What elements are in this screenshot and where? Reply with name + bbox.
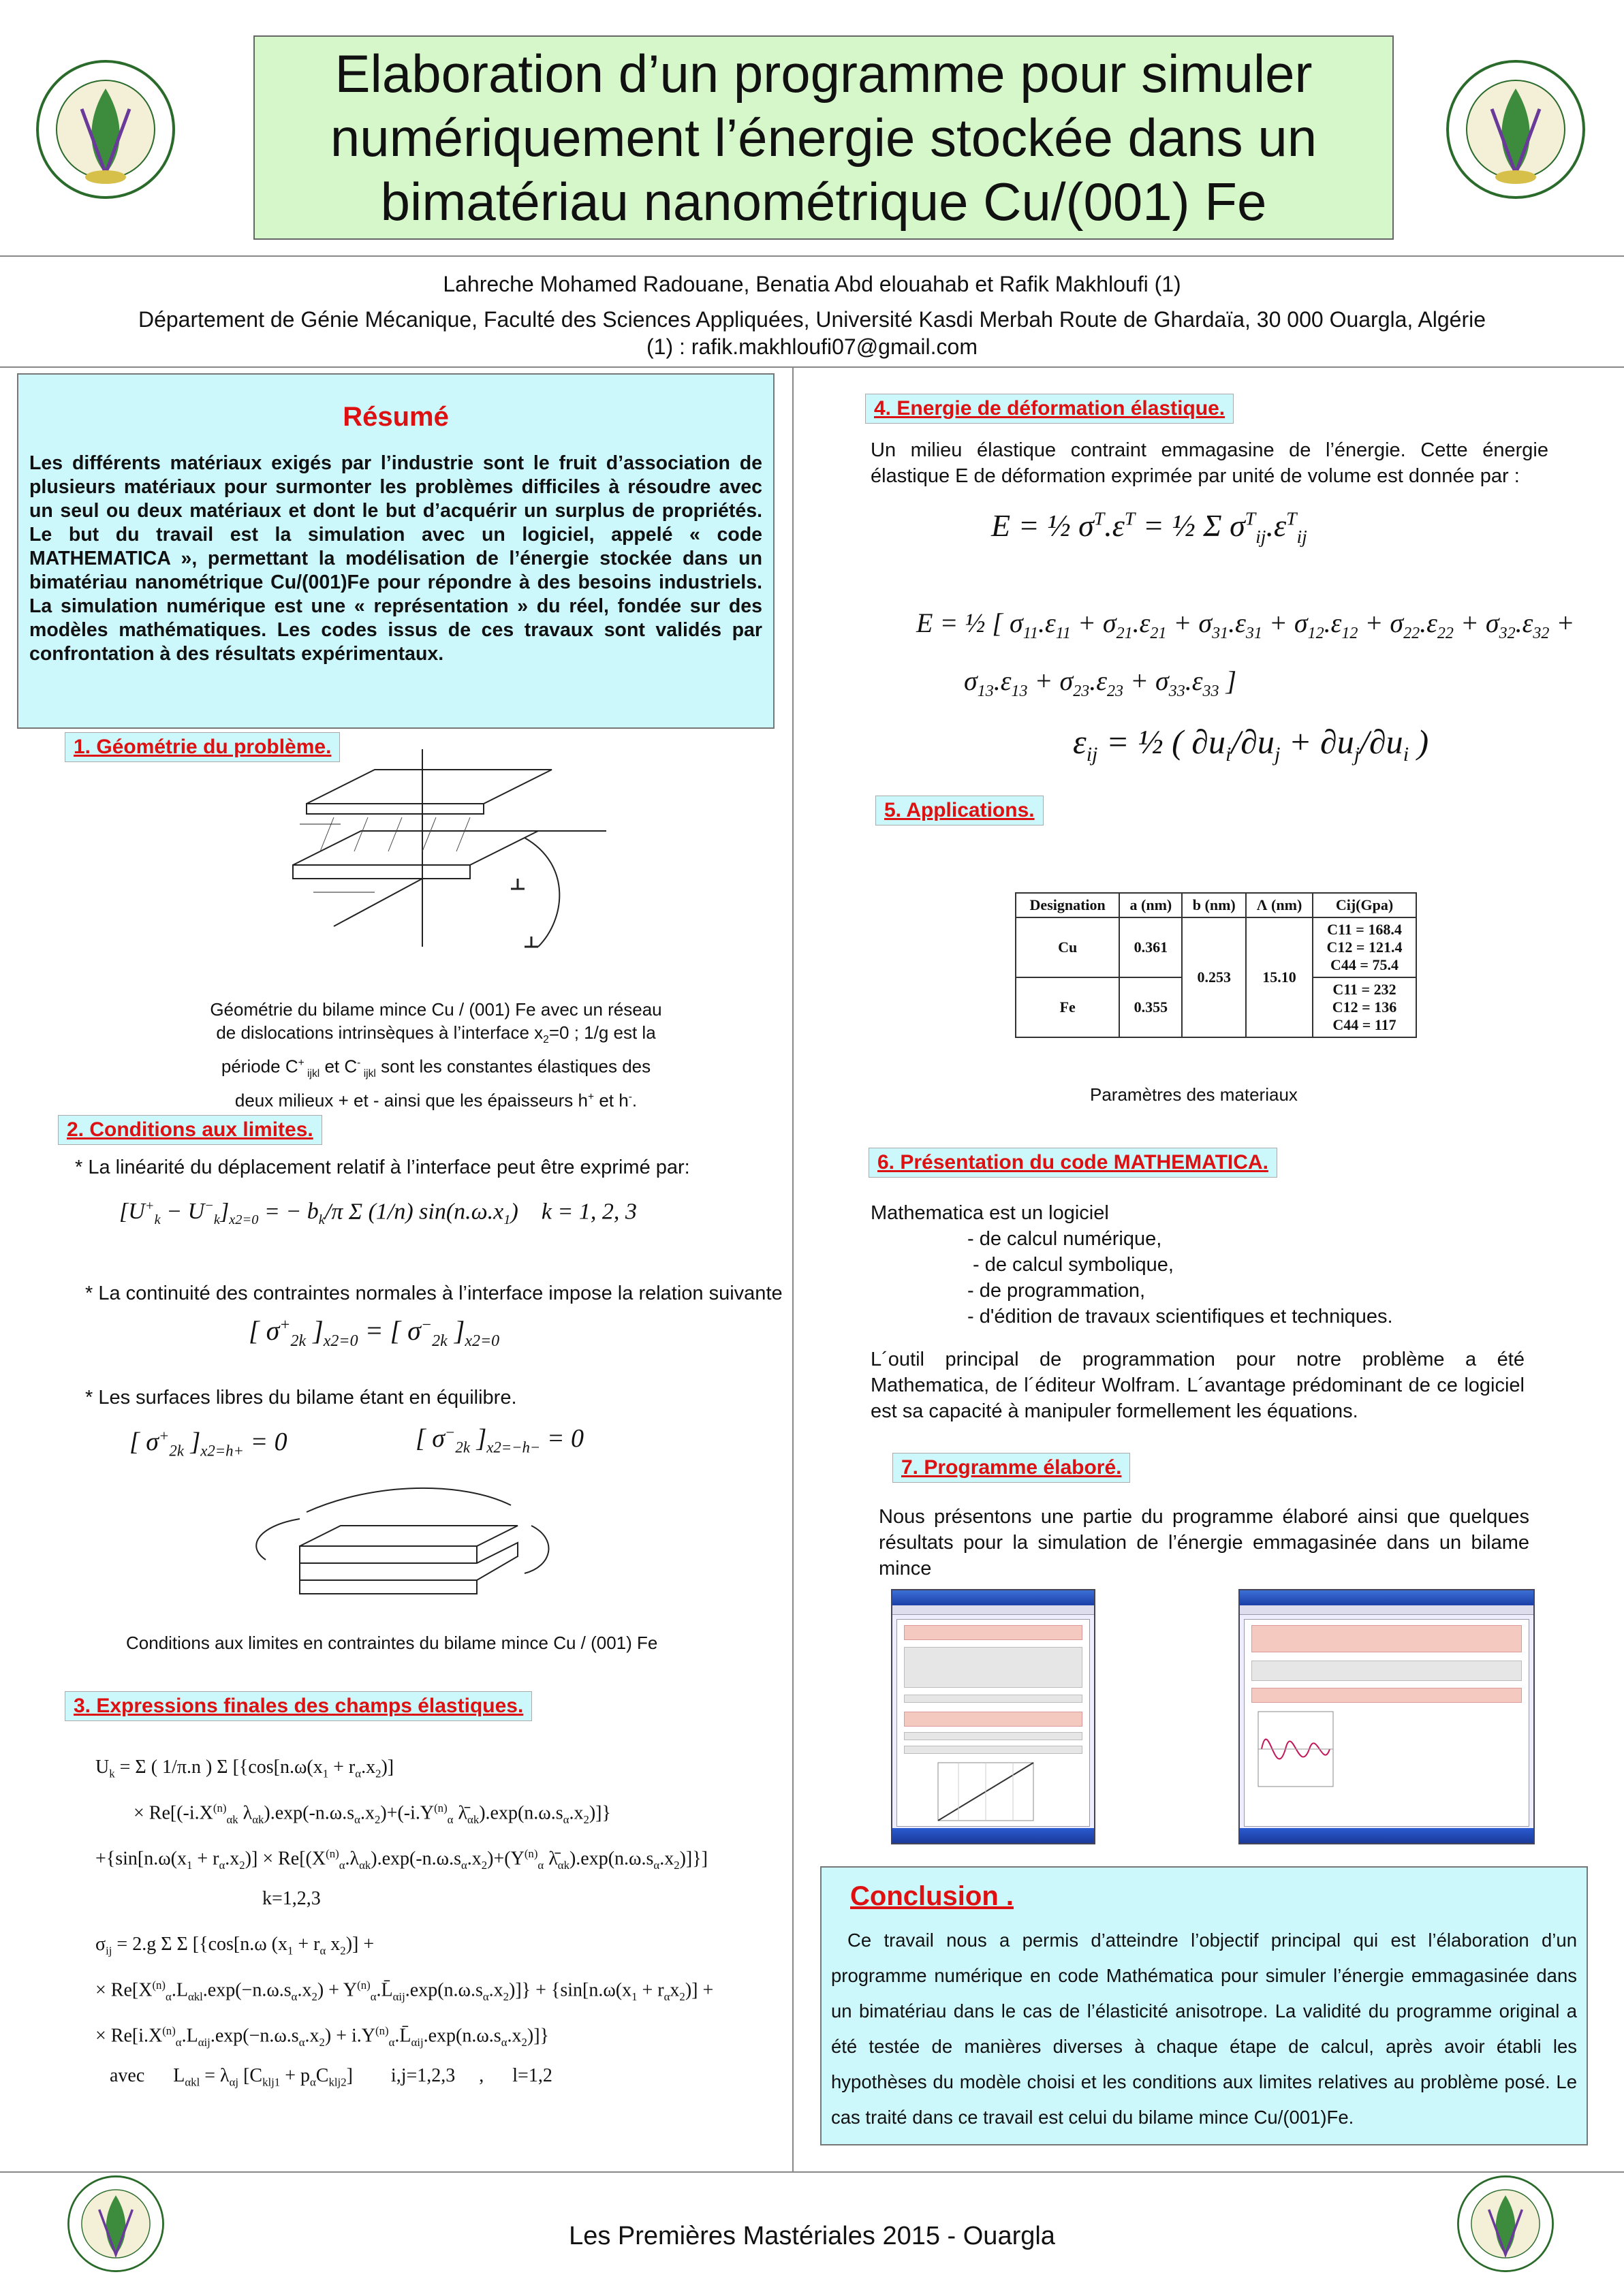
caption-part-8: et h — [594, 1090, 629, 1111]
divider-footer — [0, 2171, 1624, 2173]
section-4-heading: 4. Energie de déformation élastique. — [865, 394, 1234, 424]
cij-cu-c11: C11 = 168.4 — [1327, 921, 1402, 938]
taskbar — [892, 1828, 1094, 1843]
conclusion-text: Ce travail nous a permis d’atteindre l’objectif principal qui est l’élaboration d’un programme numérique en code Mathématica pour simuler l’énergie emmagasinée dans un bimatériau dans le cas de l’élasticité anisotrope. La validité du programme original a été testée de manières diverses à chaque étape de calcul, après avoir établi les hypothèses du modèle choisi et les conditions aux limites relatives au problème posé. Le cas traité dans ce travail est celui du bilame mince Cu/(001)Fe. — [831, 1930, 1577, 2128]
equation-displacement: $[U^+_k - U^-_k]_{x2=0}$ = − $b_k/\pi$ Σ (1/n) $\sin(n.\omega.x_1)$ k = 1, 2, 3 — [119, 1199, 637, 1228]
caption-line-1: Géométrie du bilame mince Cu / (001) Fe avec un réseau — [210, 999, 662, 1020]
notebook-cell — [904, 1647, 1082, 1688]
s6-item-2: - de calcul symbolique, — [973, 1254, 1174, 1276]
table-caption: Paramètres des materiaux — [1090, 1084, 1298, 1105]
s2-line-2: * La continuité des contraintes normales à l’interface impose la relation suivante — [85, 1283, 783, 1304]
equation-energy-2: E = ½ [ $\sigma_{11}.\varepsilon_{11} + \sigma_{21}.\varepsilon_{21} + \sigma_{31}.\varepsilon_{31} + \sigma_{12}.\varepsilon_{12} + \sigma_{22}.\varepsilon_{22} + \sigma_{32}.\varepsilon_{32}$ + $\sigma_{13}.\varepsilon_{13} + \sigma_{23}.\varepsilon_{23} + \sigma_{33}.\varepsilon_{33}$ ] — [916, 608, 1575, 700]
plot-graph — [931, 1759, 1040, 1827]
th-b: b (nm) — [1182, 893, 1246, 917]
university-logo-top-right — [1437, 48, 1594, 211]
mathematica-screenshot-2 — [1238, 1589, 1535, 1844]
boundary-caption: Conditions aux limites en contraintes du bilame mince Cu / (001) Fe — [126, 1633, 658, 1653]
equation-continuity: [ $\sigma^+_{2k}$ ]$_{x2=0}$ = [ $\sigma^-_{2k}$ ]$_{x2=0}$ — [249, 1315, 500, 1350]
cij-fe-c44: C44 = 117 — [1332, 1016, 1396, 1033]
s6-item-3: - de programmation, — [967, 1280, 1146, 1302]
resume-box — [17, 373, 775, 729]
th-designation: Designation — [1016, 893, 1119, 917]
cij-fe-c12: C12 = 136 — [1332, 998, 1397, 1016]
notebook-cell — [1251, 1661, 1522, 1681]
poster-title: Elaboration d’un programme pour simuler numériquement l’énergie stockée dans un bimatériau nanométrique Cu/(001) Fe — [330, 44, 1317, 232]
notebook-body — [1244, 1619, 1529, 1827]
taskbar — [1240, 1828, 1533, 1843]
cell-a-cu: 0.361 — [1119, 917, 1182, 977]
section-6-heading: 6. Présentation du code MATHEMATICA. — [869, 1148, 1277, 1178]
cij-fe-c11: C11 = 232 — [1332, 981, 1396, 998]
conclusion-heading: Conclusion . — [850, 1881, 1014, 1911]
cell-name-fe: Fe — [1016, 977, 1119, 1037]
affiliation: Département de Génie Mécanique, Faculté des Sciences Appliquées, Université Kasdi Merbah Route de Ghardaïa, 30 000 Ouargla, Algérie — [138, 307, 1486, 332]
divider-header — [0, 366, 1624, 368]
notebook-cell — [1251, 1688, 1522, 1703]
notebook-cell — [904, 1625, 1082, 1640]
email: (1) : rafik.makhloufi07@gmail.com — [646, 334, 978, 359]
equation-energy-1: E = ½ $\sigma^T.\varepsilon^T$ = ½ Σ $\sigma^T_{ij}.\varepsilon^T_{ij}$ — [991, 507, 1307, 548]
geometry-figure — [252, 742, 661, 988]
cell-b: 0.253 — [1182, 917, 1246, 1037]
th-lambda: Λ (nm) — [1246, 893, 1313, 917]
footer: Les Premières Mastériales 2015 - Ouargla — [569, 2222, 1055, 2250]
resume-heading: Résumé — [343, 402, 449, 432]
window-titlebar — [892, 1590, 1094, 1605]
section-7-heading: 7. Programme élaboré. — [892, 1453, 1130, 1483]
equation-displacement-field: $U_k = \Sigma$ ( 1/π.n ) Σ [{$\cos[n.\omega(x_1 + r_\alpha.x_2)]$ × $Re[(-i.X^{(n)}_{\alpha k}$ $\lambda_{\alpha k}).\exp(-n.\omega.s_\alpha.x_2)+(-i.Y^{(n)}_\alpha$ $\lambdā_{\alpha k}).\exp(n.\omega.s_\alpha.x_2)$]} $+\{\sin[n.\omega(x_1 + r_\alpha.x_2)] \times Re[(X^{(n)}_\alpha.\lambda_{\alpha k}).\exp(-n.\omega.s_\alpha.x_2)+(Y^{(n)}_\alpha$ $\lambdā_{\alpha k}).\exp(n.\omega.s_\alpha.x_2)$]}] k=1,2,3 — [95, 1757, 708, 1910]
column-divider — [792, 366, 794, 2171]
s6-paragraph: L´outil principal de programmation pour notre problème a été Mathematica, de l´éditeur Wolfram. L´avantage prédominant de ce logiciel est sa capacité à manipuler formellement les équations. — [871, 1349, 1525, 1422]
notebook-cell — [904, 1746, 1082, 1754]
resume-text: Les différents matériaux exigés par l’industrie sont le fruit d’association de plusieurs matériaux pour surmonter les problèmes difficiles à résoudre avec un seul ou deux matériaux et dont le but d’acquérir un surplus de propriétés. Le but du travail est la simulation avec un logiciel, appelé « code MATHEMATICA », permettant la modélisation de l’énergie stockée dans un bimatériau nanométrique Cu/(001)Fe pour répondre à des besoins industriels. La simulation numérique est une « représentation » du réel, fondée sur des modèles mathématiques. Les codes issus de ces travaux sont validés par confrontation à des résultats expérimentaux. — [29, 452, 762, 665]
s6-item-4: - d'édition de travaux scientifiques et techniques. — [967, 1306, 1393, 1327]
authors: Lahreche Mohamed Radouane, Benatia Abd elouahab et Rafik Makhloufi (1) — [443, 272, 1181, 296]
window-menubar — [892, 1605, 1094, 1615]
s6-item-1: - de calcul numérique, — [967, 1228, 1162, 1250]
section-1-heading: 1. Géométrie du problème. — [65, 732, 340, 762]
cell-cij-cu — [1313, 917, 1416, 977]
table-row — [1016, 917, 1416, 977]
th-a: a (nm) — [1119, 893, 1182, 917]
divider-top — [0, 255, 1624, 257]
mathematica-screenshot-1 — [891, 1589, 1095, 1844]
cell-a-fe: 0.355 — [1119, 977, 1182, 1037]
equation-free-surface-plus: [ $\sigma^+_{2k}$ ]$_{x2=h+} = 0$ — [129, 1427, 287, 1460]
caption-part-4: période C — [221, 1056, 298, 1077]
window-menubar — [1240, 1605, 1533, 1615]
s4-text: Un milieu élastique contraint emmagasine de l’énergie. Cette énergie élastique E de déformation exprimée par unité de volume est donnée par : — [871, 439, 1548, 487]
notebook-body — [896, 1619, 1090, 1827]
notebook-cell — [904, 1732, 1082, 1740]
equation-strain: $\varepsilon_{ij}$ = ½ ( $\partial u_i/\partial u_j + \partial u_j/\partial u_i$ ) — [1073, 723, 1429, 766]
boundary-conditions-figure — [204, 1485, 613, 1621]
th-cij: Cij(Gpa) — [1313, 893, 1416, 917]
cell-lambda: 15.10 — [1246, 917, 1313, 1037]
s2-line-3: * Les surfaces libres du bilame étant en équilibre. — [85, 1387, 517, 1409]
plot-graph — [1255, 1708, 1337, 1790]
notebook-cell — [904, 1712, 1082, 1727]
cij-cu-c12: C12 = 121.4 — [1326, 939, 1403, 956]
cij-cu-c44: C44 = 75.4 — [1330, 956, 1399, 973]
s6-intro: Mathematica est un logiciel — [871, 1202, 1109, 1224]
equation-stress-field: $\sigma_{ij} = 2.g$ Σ Σ [{cos[n.ω ($x_1 + r_\alpha$ $x_2$)] + × $Re[X^{(n)}_\alpha.L_{\alpha kl}.\exp(-n.\omega.s_\alpha.x_2)$ + $Y^{(n)}_\alpha.L̄_{\alpha ij}.\exp(n.\omega.s_\alpha.x_2)]\} + \{\sin[n.\omega(x_1 + r_\alpha x_2)]$ + × $Re[i.X^{(n)}_\alpha.L_{\alpha ij}.\exp(-n.\omega.s_\alpha.x_2)$ + $i.Y^{(n)}_\alpha.L̄_{\alpha ij}.\exp(n.\omega.s_\alpha.x_2)$]} avec $L_{\alpha kl} = \lambda_{\alpha j}$ $[C_{klj1} + p_\alpha C_{klj2}]$ i,j=1,2,3 , l=1,2 — [95, 1934, 714, 2090]
notebook-cell — [1251, 1625, 1522, 1652]
university-logo-top-left — [27, 48, 184, 211]
cell-cij-fe — [1313, 977, 1416, 1037]
section-2-heading: 2. Conditions aux limites. — [58, 1115, 322, 1145]
caption-part-9: . — [631, 1090, 638, 1111]
cell-name-cu: Cu — [1016, 917, 1119, 977]
equation-free-surface-minus: [ $\sigma^-_{2k}$ ]$_{x2=-h-} = 0$ — [416, 1424, 584, 1456]
caption-part-7: deux milieux + et - ainsi que les épaisseurs h — [234, 1090, 588, 1111]
geometry-caption: Géométrie du bilame mince Cu / (001) Fe avec un réseau de dislocations intrinsèques à l’interface $x_2=0$ ; 1/g est la période C+ $_{ijkl}$ et C- $_{ijkl}$ sont les constantes élastiques des deux milieux + et - ainsi que les épaisseurs h+ et h-. — [210, 999, 662, 1111]
notebook-cell — [904, 1695, 1082, 1703]
title-box — [253, 35, 1394, 240]
caption-part-5: et C — [319, 1056, 358, 1077]
conclusion-box — [820, 1866, 1588, 2145]
s7-text: Nous présentons une partie du programme élaboré ainsi que quelques résultats pour la simulation de l’énergie emmagasinée dans un bilame mince — [879, 1506, 1529, 1579]
section-3-heading: 3. Expressions finales des champs élastiques. — [65, 1691, 532, 1721]
window-titlebar — [1240, 1590, 1533, 1605]
caption-part-3: =0 ; 1/g est la — [548, 1022, 656, 1043]
table-header-row — [1016, 893, 1416, 917]
caption-part-2: de dislocations intrinsèques à l’interface x — [216, 1022, 544, 1043]
section-5-heading: 5. Applications. — [875, 796, 1044, 825]
materials-table — [1015, 892, 1417, 1038]
caption-part-6: sont les constantes élastiques des — [375, 1056, 651, 1077]
s2-line-1: * La linéarité du déplacement relatif à l’interface peut être exprimé par: — [75, 1157, 690, 1178]
